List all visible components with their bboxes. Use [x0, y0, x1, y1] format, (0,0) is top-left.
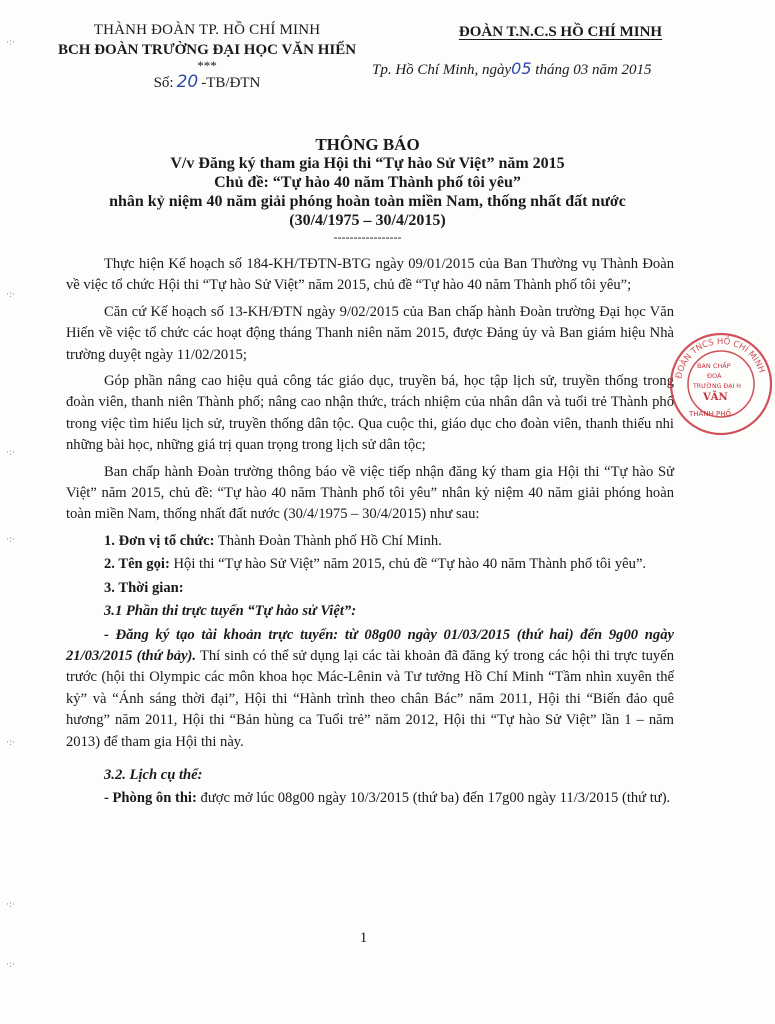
registration-paragraph [66, 625, 674, 753]
date-day-handwritten: 05 [511, 59, 532, 78]
union-name: ĐOÀN T.N.C.S HỒ CHÍ MINH [458, 24, 663, 40]
title-line-4: (30/4/1975 – 30/4/2015) [289, 212, 446, 229]
scan-mark: ·:· [6, 960, 15, 970]
scan-mark: ·:· [6, 38, 15, 48]
review-room-text: được mở lúc 08g00 ngày 10/3/2015 (thứ ba) đến 17g00 ngày 11/3/2015 (thứ tư). [200, 790, 671, 807]
issuer-line-2: BCH ĐOÀN TRƯỜNG ĐẠI HỌC VĂN HIẾN [57, 42, 357, 58]
subsection-online [66, 601, 674, 622]
registration-label: - Đăng ký tạo tài khoản trực tuyến: từ 08g00 ngày 01/03/2015 (thứ hai) đến 9g00 ngày 21/03/2015 (thứ bảy). [66, 626, 674, 664]
stamp-inner-2: ĐOÀ [707, 372, 722, 380]
page-number: 1 [359, 930, 368, 946]
scan-mark: ·:· [6, 290, 15, 300]
section-organizer-label: 1. Đơn vị tổ chức: [104, 532, 215, 549]
stamp-inner-5: THÀNH PHỐ [689, 410, 732, 418]
subsection-online-label: 3.1 Phần thi trực tuyến “Tự hào sử Việt”: [104, 603, 357, 620]
review-room-paragraph [66, 788, 674, 809]
stamp-ring-text: ĐOÀN TNCS HỒ CHÍ MINH [674, 336, 767, 380]
section-time [66, 578, 674, 599]
title-line-2: Chủ đề: “Tự hào 40 năm Thành phố tôi yêu” [214, 174, 521, 191]
registration-text: Thí sinh có thể sử dụng lại các tài khoản đã đăng ký trong các hội thi trực tuyến trước (hội thi Olympic các môn khoa học Mác-Lênin và Tư tưởng Hồ Chí Minh “Tầm nhìn xuyên thế kỷ” và “Ánh sáng thời đại”, Hội thi “Hành trình theo chân Bác” năm 2011, Hội thi “Biển đảo quê hương” năm 2011, Hội thi “Bản hùng ca Tuổi trẻ” năm 2012, Hội thi “Tự hào Sử Việt” lần 1 – năm 2013) để tham gia Hội thi này. [66, 647, 675, 750]
section-organizer [66, 531, 674, 552]
paragraph-plan: Thực hiện Kế hoạch số 184-KH/TĐTN-BTG ngày 09/01/2015 của Ban Thường vụ Thành Đoàn về việc tổ chức Hội thi “Tự hào Sử Việt” năm 2015, chủ đề “Tự hào 40 năm Thành phố tôi yêu”; [66, 256, 674, 294]
title-separator: ----------------- [333, 230, 402, 244]
number-prefix: Số: [153, 75, 174, 91]
paragraph-purpose: Góp phần nâng cao hiệu quả công tác giáo dục, truyền bá, học tập lịch sử, truyền thống trong đoàn viên, thanh niên Thành phố; nâng cao nhận thức, trách nhiệm của nhân dân và tuổi trẻ Thành phố trong việc tìm hiểu lịch sử, truyền thống dân tộc. Qua cuộc thi, giáo dục cho đoàn viên, thanh thiếu nhi những bài học, những giá trị quan trọng trong lịch sử dân tộc; [66, 373, 674, 454]
scan-mark: ·:· [6, 448, 15, 458]
union-header [448, 24, 673, 41]
section-time-label: 3. Thời gian: [104, 579, 184, 596]
section-organizer-text: Thành Đoàn Thành phố Hồ Chí Minh. [217, 532, 442, 549]
stamp-inner-4: VĂN [703, 392, 728, 403]
issuer-block [42, 20, 372, 93]
stamp-inner-3: TRƯỜNG ĐẠI H [693, 383, 741, 390]
notice-title [40, 135, 695, 244]
number-handwritten: 20 [176, 72, 199, 92]
subsection-schedule [66, 765, 674, 786]
section-name [66, 554, 674, 575]
title-line-1: V/v Đăng ký tham gia Hội thi “Tự hào Sử Việt” năm 2015 [170, 155, 565, 172]
official-stamp [667, 330, 775, 438]
notice-body [66, 254, 674, 815]
number-suffix: -TB/ĐTN [201, 75, 261, 91]
scan-mark: ·:· [6, 900, 15, 910]
date-suffix: tháng 03 năm 2015 [535, 62, 652, 78]
issuer-stars: *** [197, 58, 217, 73]
document-date [372, 59, 652, 79]
scan-mark: ·:· [6, 738, 15, 748]
section-name-label: 2. Tên gọi: [104, 556, 170, 573]
scan-mark: ·:· [6, 535, 15, 545]
subsection-schedule-label: 3.2. Lịch cụ thể: [104, 766, 203, 783]
paragraph-basis: Căn cứ Kế hoạch số 13-KH/ĐTN ngày 9/02/2015 của Ban chấp hành Đoàn trường Đại học Văn Hiến về việc tổ chức các hoạt động tháng Thanh niên năm 2015, được Đảng ủy và Ban giám hiệu Nhà trường duyệt ngày 11/02/2015; [66, 303, 674, 363]
stamp-inner-1: BAN CHẤP [697, 362, 731, 370]
issuer-line-1: THÀNH ĐOÀN TP. HỒ CHÍ MINH [93, 22, 321, 38]
title-heading: THÔNG BÁO [315, 135, 420, 154]
review-room-label: - Phòng ôn thi: [104, 790, 197, 807]
section-name-text: Hội thi “Tự hào Sử Việt” năm 2015, chủ đề “Tự hào 40 năm Thành phố tôi yêu”. [173, 556, 647, 573]
paragraph-announcement: Ban chấp hành Đoàn trường thông báo về việc tiếp nhận đăng ký tham gia Hội thi “Tự hào Sử Việt” năm 2015, chủ đề: “Tự hào 40 năm Thành phố tôi yêu” nhân kỷ niệm 40 năm giải phóng hoàn toàn miền Nam, thống nhất đất nước (30/4/1975 – 30/4/2015) như sau: [66, 463, 674, 523]
date-prefix: Tp. Hồ Chí Minh, ngày [372, 62, 512, 78]
title-line-3: nhân kỷ niệm 40 năm giải phóng hoàn toàn miền Nam, thống nhất đất nước [109, 193, 626, 210]
document-number [42, 72, 372, 93]
